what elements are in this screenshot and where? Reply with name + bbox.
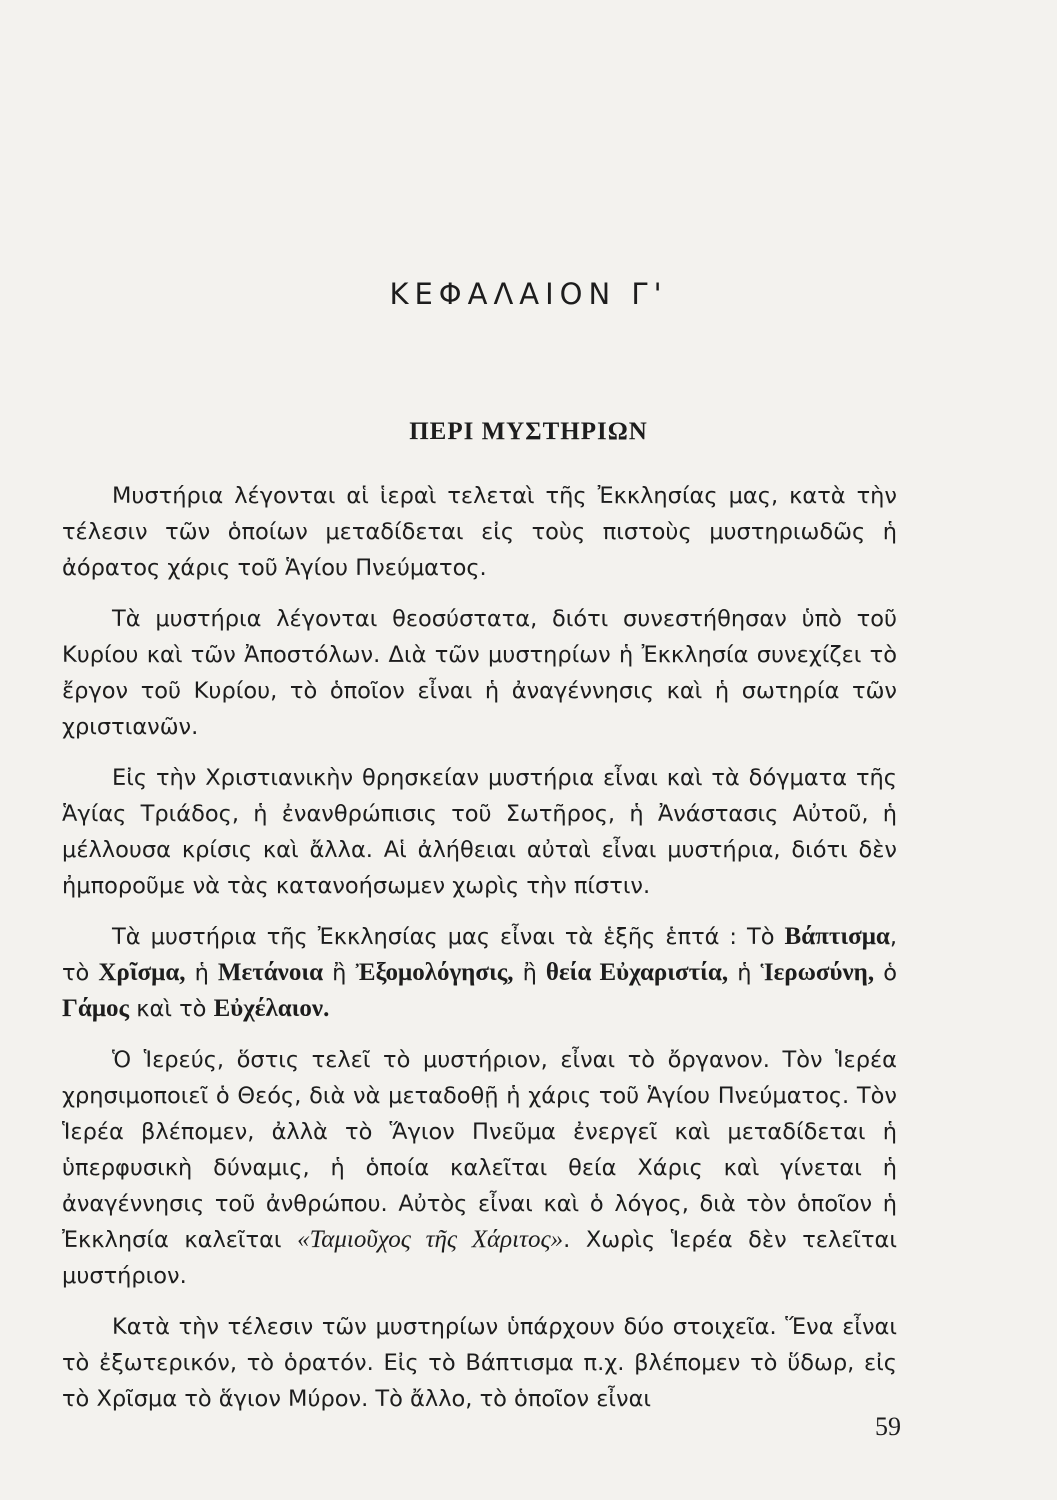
term-chrism: Χρῖσμα,: [98, 959, 186, 986]
text: Ὁ Ἱερεύς, ὅστις τελεῖ τὸ μυστήριον, εἶναι τὸ ὄργανον. Τὸν Ἱερέα χρησιμοποιεῖ ὁ Θεός, διὰ νὰ μεταδοθῇ ἡ χάρις τοῦ Ἁγίου Πνεύματος. Τὸν Ἱερέα βλέπομεν, ἀλλὰ τὸ Ἅγιον Πνεῦμα ἐνεργεῖ καὶ μεταδίδεται ἡ ὑπερφυσικὴ δύναμις, ἡ ὁποία καλεῖται θεία Χάρις καὶ γίνεται ἡ ἀναγέννησις τοῦ ἀνθρώπου. Αὐτὸς εἶναι καὶ ὁ λόγος, διὰ τὸν ὁποῖον ἡ Ἐκκλησία καλεῖται: [62, 1047, 897, 1253]
term-marriage: Γάμος: [62, 995, 130, 1022]
term-unction: Εὐχέλαιον.: [213, 995, 330, 1022]
quote: «Ταμιοῦχος τῆς Χάριτος»: [297, 1226, 564, 1253]
text: . Χωρὶς Ἱερέα δὲν τελεῖται μυστήριον.: [62, 1227, 897, 1289]
text: ἢ: [323, 960, 356, 986]
term-baptism: Βάπτισμα: [784, 923, 890, 950]
term-repentance: Μετάνοια: [217, 959, 324, 986]
term-confession: Ἐξομολόγησις,: [355, 959, 514, 986]
body-text: [62, 478, 897, 1432]
text: , τὸ: [62, 924, 897, 986]
paragraph-1: Μυστήρια λέγονται αἱ ἱεραὶ τελεταὶ τῆς Ἐκκλησίας μας, κατὰ τὴν τέλεσιν τῶν ὁποίων μεταδίδεται εἰς τοὺς πιστοὺς μυστηριωδῶς ἡ ἀόρατος χάρις τοῦ Ἁγίου Πνεύματος.: [62, 483, 897, 581]
paragraph-2: Τὰ μυστήρια λέγονται θεοσύστατα, διότι συνεστήθησαν ὑπὸ τοῦ Κυρίου καὶ τῶν Ἀποστόλων. Διὰ τῶν μυστηρίων ἡ Ἐκκλησία συνεχίζει τὸ ἔργον τοῦ Κυρίου, τὸ ὁποῖον εἶναι ἡ ἀναγέννησις καὶ ἡ σωτηρία τῶν χριστιανῶν.: [62, 606, 897, 740]
paragraph-3: Εἰς τὴν Χριστιανικὴν θρησκείαν μυστήρια εἶναι καὶ τὰ δόγματα τῆς Ἁγίας Τριάδος, ἡ ἐνανθρώπισις τοῦ Σωτῆρος, ἡ Ἀνάστασις Αὐτοῦ, ἡ μέλλουσα κρίσις καὶ ἄλλα. Αἱ ἀλήθειαι αὐταὶ εἶναι μυστήρια, διότι δὲν ἠμποροῦμε νὰ τὰς κατανοήσωμεν χωρὶς τὴν πίστιν.: [62, 765, 897, 899]
paragraph-6: Κατὰ τὴν τέλεσιν τῶν μυστηρίων ὑπάρχουν δύο στοιχεῖα. Ἕνα εἶναι τὸ ἐξωτερικόν, τὸ ὁρατόν. Εἰς τὸ Βάπτισμα π.χ. βλέπομεν τὸ ὕδωρ, εἰς τὸ Χρῖσμα τὸ ἅγιον Μύρον. Τὸ ἄλλο, τὸ ὁποῖον εἶναι: [62, 1314, 897, 1412]
term-priesthood: Ἱερωσύνη,: [760, 959, 875, 986]
text: Τὰ μυστήρια τῆς Ἐκκλησίας μας εἶναι τὰ ἑξῆς ἑπτά : Τὸ: [112, 924, 785, 950]
section-title: ΠΕΡΙ ΜΥΣΤΗΡΙΩΝ: [409, 417, 648, 445]
chapter-title: ΚΕΦΑΛΑΙΟΝ Γ': [389, 277, 668, 312]
text: ὁ: [874, 960, 897, 986]
term-eucharist: θεία Εὐχαριστία,: [545, 959, 729, 986]
text: ἡ: [185, 960, 218, 986]
paragraph-5: [62, 1042, 897, 1294]
text: ἢ: [513, 960, 546, 986]
text: καὶ τὸ: [129, 996, 214, 1022]
text: ἡ: [728, 960, 761, 986]
page-number: 59: [875, 1412, 901, 1441]
paragraph-4: [62, 919, 897, 1027]
